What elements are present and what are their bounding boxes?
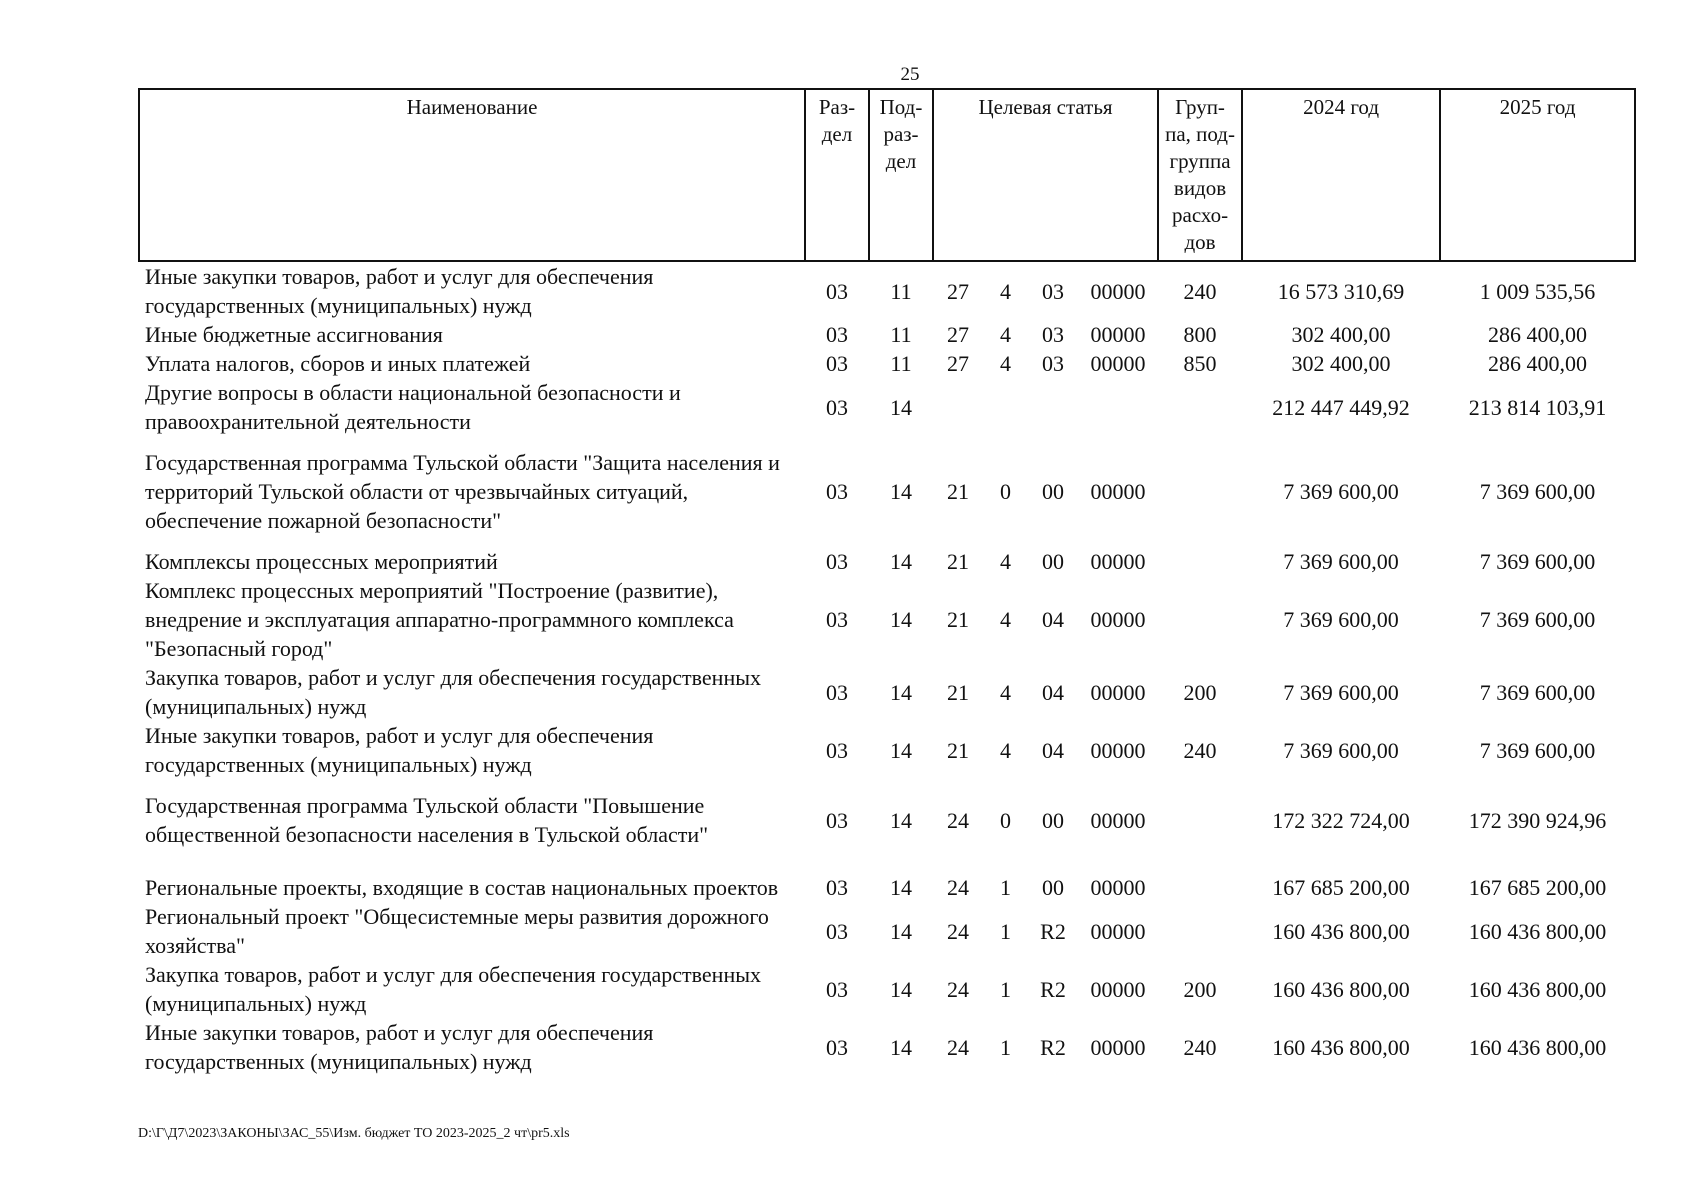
header-gruppa-line: дов [1184,230,1216,254]
row-cs-type: 4 [1000,679,1011,705]
row-cs-group: 03 [1042,351,1064,376]
row-razdel: 03 [826,479,848,504]
row-expense-group: 200 [1183,679,1217,705]
row-name: Иные бюджетные ассигнования [145,322,443,347]
row-amount-2025: 7 369 600,00 [1479,549,1596,574]
table-row [139,261,1635,320]
row-name: Государственная программа Тульской области "Защита населения и территорий Тульской области от чрезвычайных ситуаций, обеспечение пожарной безопасности" [145,450,780,533]
row-cs-group: R2 [1040,918,1066,944]
row-name: Комплекс процессных мероприятий "Построение (развитие), внедрение и эксплуатация аппаратно-программного комплекса "Безопасный город" [145,578,734,661]
row-cs-direction: 00000 [1090,479,1146,504]
table-row [139,1018,1635,1076]
page-number: 25 [900,64,920,85]
header-podrazdel-line: Под- [879,95,923,119]
row-cs-direction: 00000 [1090,976,1146,1002]
row-cs-type: 1 [1000,1034,1011,1060]
row-expense-group: 240 [1183,1034,1217,1060]
row-amount-2025: 7 369 600,00 [1479,679,1596,705]
row-podrazdel: 14 [890,1034,912,1060]
row-amount-2024: 212 447 449,92 [1272,394,1410,420]
row-expense-group [1158,902,1242,960]
row-expense-group: 200 [1183,976,1217,1002]
row-expense-group: 800 [1183,322,1217,347]
row-cs-group: 04 [1042,679,1064,705]
row-amount-2024: 160 436 800,00 [1272,918,1410,944]
row-amount-2025: 160 436 800,00 [1468,918,1607,944]
row-amount-2025: 286 400,00 [1488,322,1588,347]
row-amount-2025: 7 369 600,00 [1479,607,1596,632]
row-cs-direction: 00000 [1090,322,1146,347]
row-cs-group: R2 [1040,976,1066,1002]
row-amount-2024: 172 322 724,00 [1272,807,1410,833]
row-razdel: 03 [826,807,848,833]
row-podrazdel: 14 [890,918,912,944]
row-cs-type [983,378,1028,436]
row-podrazdel: 11 [890,351,912,376]
row-razdel: 03 [826,1034,848,1060]
row-cs-program: 21 [947,737,969,763]
row-cs-group [1028,378,1078,436]
row-cs-program: 21 [947,607,969,632]
row-expense-group: 240 [1183,278,1217,304]
row-amount-2025: 160 436 800,00 [1468,1034,1607,1060]
row-expense-group: 240 [1183,737,1217,763]
header-year-2025: 2025 год [1440,89,1635,261]
row-amount-2024: 7 369 600,00 [1283,679,1399,705]
row-amount-2024: 167 685 200,00 [1272,875,1410,900]
row-cs-type: 4 [1000,278,1011,304]
budget-table [138,88,1636,1076]
row-amount-2024: 7 369 600,00 [1283,479,1399,504]
row-podrazdel: 11 [890,278,912,304]
table-row [139,902,1635,960]
row-cs-group: 03 [1042,278,1064,304]
row-cs-program [933,378,983,436]
row-cs-program: 21 [947,479,969,504]
row-name: Региональные проекты, входящие в состав национальных проектов [145,875,779,900]
table-row [139,436,1635,547]
row-amount-2024: 7 369 600,00 [1283,737,1399,763]
row-name: Региональный проект "Общесистемные меры развития дорожного хозяйства" [145,904,769,958]
row-cs-direction: 00000 [1090,679,1146,705]
row-cs-direction: 00000 [1090,549,1146,574]
row-cs-program: 24 [947,875,969,900]
row-razdel: 03 [826,351,848,376]
row-cs-direction: 00000 [1090,607,1146,632]
row-amount-2024: 7 369 600,00 [1283,607,1399,632]
row-cs-program: 24 [947,918,969,944]
row-cs-program: 21 [947,549,969,574]
row-cs-program: 27 [947,278,969,304]
row-podrazdel: 14 [890,807,912,833]
row-cs-type: 1 [1000,918,1011,944]
row-podrazdel: 14 [890,976,912,1002]
row-cs-group: 00 [1042,875,1064,900]
row-amount-2025: 7 369 600,00 [1479,737,1596,763]
table-row [139,576,1635,663]
row-cs-program: 24 [947,807,969,833]
header-gruppa-line: группа [1169,149,1231,173]
table-row [139,960,1635,1018]
footer-file-path: D:\Г\Д7\2023\ЗАКОНЫ\ЗАС_55\Изм. бюджет ТО 2023-2025_2 чт\pr5.xls [138,1126,570,1141]
row-name: Закупка товаров, работ и услуг для обеспечения государственных (муниципальных) нужд [145,665,762,719]
row-podrazdel: 14 [890,737,912,763]
header-gruppa [1158,89,1242,261]
row-name: Иные закупки товаров, работ и услуг для обеспечения государственных (муниципальных) нужд [145,723,654,777]
row-cs-direction: 00000 [1090,1034,1146,1060]
header-podrazdel-line: раз- [883,122,919,146]
row-cs-direction: 00000 [1090,918,1146,944]
table-row [139,349,1635,378]
row-cs-program: 27 [947,351,969,376]
row-podrazdel: 14 [890,679,912,705]
row-razdel: 03 [826,875,848,900]
header-name: Наименование [139,89,805,261]
row-cs-group: 03 [1042,322,1064,347]
row-amount-2024: 160 436 800,00 [1272,976,1410,1002]
row-amount-2024: 302 400,00 [1291,322,1391,347]
row-razdel: 03 [826,607,848,632]
row-cs-type: 4 [1000,607,1011,632]
header-razdel-line: Раз- [818,95,856,119]
row-cs-type: 1 [1000,875,1011,900]
row-amount-2025: 1 009 535,56 [1479,278,1596,304]
row-cs-type: 4 [1000,549,1011,574]
table-row [139,378,1635,436]
row-razdel: 03 [826,679,848,705]
row-razdel: 03 [826,278,848,304]
row-amount-2024: 302 400,00 [1291,351,1391,376]
row-razdel: 03 [826,918,848,944]
row-expense-group: 850 [1183,351,1217,376]
row-cs-program: 24 [947,976,969,1002]
row-expense-group [1158,576,1242,663]
row-cs-type: 4 [1000,737,1011,763]
row-cs-group: R2 [1040,1034,1066,1060]
row-amount-2024: 16 573 310,69 [1277,278,1405,304]
row-amount-2025: 213 814 103,91 [1468,394,1607,420]
table-body [139,261,1635,1076]
row-podrazdel: 11 [890,322,912,347]
row-cs-direction [1078,378,1158,436]
row-amount-2025: 7 369 600,00 [1479,479,1596,504]
row-cs-direction: 00000 [1090,737,1146,763]
header-razdel-line: дел [821,122,853,146]
table-row [139,721,1635,779]
row-podrazdel: 14 [890,875,912,900]
row-razdel: 03 [826,737,848,763]
header-razdel [805,89,869,261]
row-expense-group [1158,378,1242,436]
row-amount-2024: 160 436 800,00 [1272,1034,1410,1060]
row-cs-group: 00 [1042,549,1064,574]
row-cs-type: 4 [1000,322,1011,347]
header-celevaya-statya: Целевая статья [933,89,1158,261]
row-name: Иные закупки товаров, работ и услуг для обеспечения государственных (муниципальных) нужд [145,1020,654,1074]
row-cs-direction: 00000 [1090,351,1146,376]
row-razdel: 03 [826,549,848,574]
row-cs-program: 21 [947,679,969,705]
row-expense-group [1158,779,1242,861]
row-cs-direction: 00000 [1090,278,1146,304]
table-row [139,320,1635,349]
row-razdel: 03 [826,394,848,420]
row-cs-type: 0 [1000,479,1011,504]
row-cs-type: 1 [1000,976,1011,1002]
row-amount-2025: 167 685 200,00 [1468,875,1607,900]
row-expense-group [1158,547,1242,576]
header-podrazdel [869,89,933,261]
row-cs-group: 00 [1042,479,1064,504]
header-podrazdel-line: дел [885,149,917,173]
table-row [139,861,1635,902]
row-razdel: 03 [826,976,848,1002]
header-gruppa-line: расхо- [1172,203,1229,227]
row-name: Закупка товаров, работ и услуг для обеспечения государственных (муниципальных) нужд [145,962,762,1016]
row-amount-2024: 7 369 600,00 [1283,549,1399,574]
row-amount-2025: 160 436 800,00 [1468,976,1607,1002]
row-cs-group: 04 [1042,737,1064,763]
table-header-row [139,89,1635,261]
header-gruppa-line: видов [1173,176,1227,200]
table-row [139,779,1635,861]
row-podrazdel: 14 [890,394,912,420]
row-name: Уплата налогов, сборов и иных платежей [145,351,531,376]
header-gruppa-line: Груп- [1175,95,1225,119]
row-amount-2025: 286 400,00 [1488,351,1588,376]
row-razdel: 03 [826,322,848,347]
table-row [139,547,1635,576]
header-gruppa-line: па, под- [1165,122,1235,146]
row-cs-program: 24 [947,1034,969,1060]
row-cs-type: 4 [1000,351,1011,376]
row-expense-group [1158,861,1242,902]
row-podrazdel: 14 [890,549,912,574]
row-cs-group: 04 [1042,607,1064,632]
table-row [139,663,1635,721]
row-name: Иные закупки товаров, работ и услуг для обеспечения государственных (муниципальных) нужд [145,264,654,318]
row-name: Комплексы процессных мероприятий [145,549,498,574]
row-podrazdel: 14 [890,607,912,632]
row-amount-2025: 172 390 924,96 [1468,807,1607,833]
row-expense-group [1158,436,1242,547]
row-name: Другие вопросы в области национальной безопасности и правоохранительной деятельности [145,380,681,434]
header-year-2024: 2024 год [1242,89,1440,261]
row-cs-direction: 00000 [1090,807,1146,833]
row-cs-program: 27 [947,322,969,347]
row-cs-direction: 00000 [1090,875,1146,900]
row-cs-type: 0 [1000,807,1011,833]
row-cs-group: 00 [1042,807,1064,833]
row-podrazdel: 14 [890,479,912,504]
row-name: Государственная программа Тульской области "Повышение общественной безопасности населения в Тульской области" [145,793,709,847]
